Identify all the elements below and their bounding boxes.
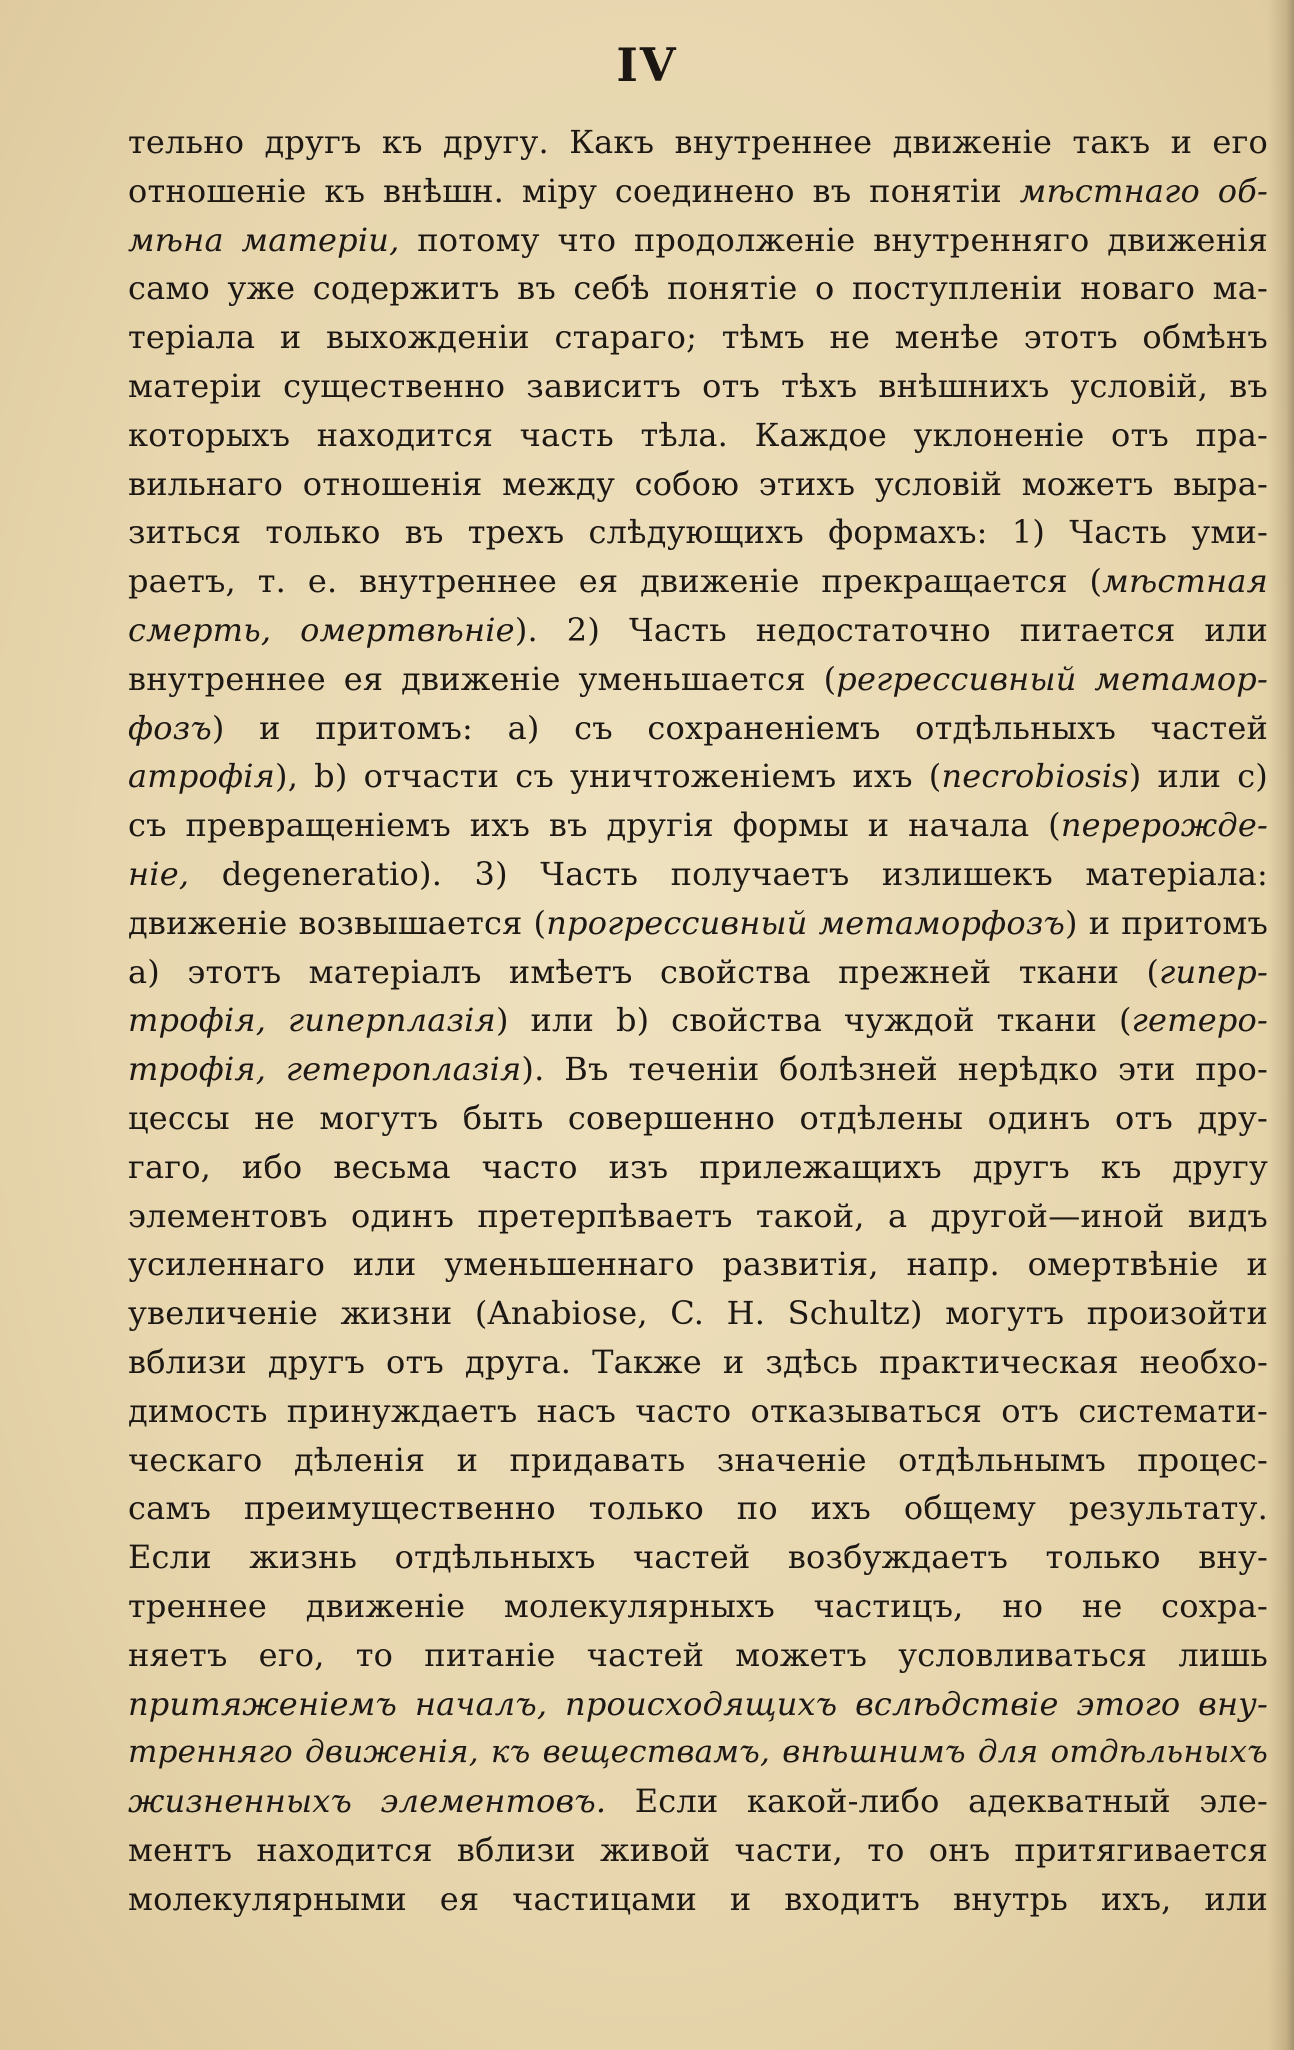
italic-term: атрофія bbox=[128, 757, 276, 796]
text-line bbox=[128, 264, 1268, 313]
text-line bbox=[128, 411, 1268, 460]
text-segment: внутреннее ея движеніе уменьшается ( bbox=[128, 659, 837, 698]
text-line bbox=[128, 1094, 1268, 1143]
italic-term: перерожде- bbox=[1060, 806, 1268, 845]
text-segment: цессы не могутъ быть совершенно отдѣлены одинъ отъ дру- bbox=[128, 1098, 1268, 1137]
italic-term: жизненныхъ элементовъ. bbox=[128, 1782, 607, 1821]
italic-term: трофія, гиперплазія bbox=[128, 1001, 496, 1040]
text-line bbox=[128, 850, 1268, 899]
text-line bbox=[128, 1436, 1268, 1485]
text-segment: съ превращеніемъ ихъ въ другія формы и начала ( bbox=[128, 806, 1061, 845]
italic-term: necrobiosis bbox=[941, 757, 1129, 796]
text-segment: усиленнаго или уменьшеннаго развитія, напр. омертвѣніе и bbox=[128, 1245, 1268, 1284]
text-segment: ) и притомъ: a) съ сохраненіемъ отдѣльныхъ частей bbox=[211, 708, 1268, 747]
text-line bbox=[128, 752, 1268, 801]
text-segment: увеличеніе жизни (Anabiose, C. H. Schultz) могутъ произойти bbox=[128, 1294, 1268, 1333]
text-segment: няетъ его, то питаніе частей можетъ условливаться лишь bbox=[128, 1635, 1268, 1674]
text-segment: ) и притомъ bbox=[1065, 903, 1269, 942]
text-line bbox=[128, 460, 1268, 509]
text-line bbox=[128, 1240, 1268, 1289]
text-line bbox=[128, 1533, 1268, 1582]
text-line bbox=[128, 1631, 1268, 1680]
text-segment: самъ преимущественно только по ихъ общему результату. bbox=[128, 1489, 1268, 1528]
italic-term: прогрессивный метаморфозъ bbox=[546, 903, 1066, 942]
text-line bbox=[128, 899, 1268, 948]
text-segment: движеніе возвышается ( bbox=[128, 903, 547, 942]
italic-term: гипер- bbox=[1159, 952, 1268, 991]
text-segment: димость принуждаетъ насъ часто отказываться отъ системати- bbox=[128, 1391, 1268, 1430]
text-line bbox=[128, 704, 1268, 753]
text-segment: тельно другъ къ другу. Какъ внутреннее движеніе такъ и его bbox=[128, 123, 1268, 161]
body-text bbox=[128, 118, 1268, 1923]
text-segment: a) этотъ матеріалъ имѣетъ свойства прежней ткани ( bbox=[128, 952, 1160, 991]
text-line bbox=[128, 1826, 1268, 1875]
text-segment: само уже содержитъ въ себѣ понятіе о поступленіи новаго ма- bbox=[128, 269, 1268, 308]
text-segment: треннее движеніе молекулярныхъ частицъ, но не сохра- bbox=[128, 1586, 1268, 1625]
text-segment: вильнаго отношенія между собою этихъ условій можетъ выра- bbox=[128, 464, 1268, 503]
text-segment: ), b) отчасти съ уничтоженіемъ ихъ ( bbox=[275, 757, 942, 796]
text-line bbox=[128, 1289, 1268, 1338]
page-edge-shadow bbox=[1268, 0, 1294, 2050]
text-segment: элементовъ одинъ претерпѣваетъ такой, а другой—иной видъ bbox=[128, 1196, 1268, 1235]
text-segment: ) или c) bbox=[1128, 757, 1268, 796]
text-segment: ). Въ теченіи болѣзней нерѣдко эти про- bbox=[521, 1050, 1268, 1089]
page-number: IV bbox=[616, 38, 678, 92]
text-line bbox=[128, 216, 1268, 265]
text-line bbox=[128, 557, 1268, 606]
text-segment: зиться только въ трехъ слѣдующихъ формахъ: 1) Часть уми- bbox=[128, 513, 1268, 552]
text-segment: ) или b) свойства чуждой ткани ( bbox=[495, 1001, 1132, 1040]
italic-term: притяженіемъ началъ, происходящихъ вслѣдствіе этого вну- bbox=[128, 1684, 1268, 1723]
text-segment: degeneratio). 3) Часть получаетъ излишекъ матеріала: bbox=[189, 854, 1268, 893]
italic-term: мѣстная bbox=[1102, 562, 1268, 601]
text-segment: отношеніе къ внѣшн. міру соединено въ понятіи bbox=[128, 171, 1020, 210]
text-segment: Если жизнь отдѣльныхъ частей возбуждаетъ только вну- bbox=[128, 1538, 1268, 1577]
text-line bbox=[128, 508, 1268, 557]
text-segment: раетъ, т. е. внутреннее ея движеніе прекращается ( bbox=[128, 562, 1103, 601]
text-line bbox=[128, 362, 1268, 411]
text-line bbox=[128, 118, 1268, 167]
italic-term: гетеро- bbox=[1131, 1001, 1268, 1040]
italic-term: тренняго движенія, къ веществамъ, внѣшнимъ для отдѣльныхъ bbox=[128, 1734, 1268, 1771]
italic-term: мѣна матеріи, bbox=[128, 220, 400, 259]
italic-term: трофія, гетероплазія bbox=[128, 1050, 522, 1089]
text-line bbox=[128, 996, 1268, 1045]
text-line bbox=[128, 1680, 1268, 1729]
text-line bbox=[128, 655, 1268, 704]
text-segment: молекулярными ея частицами и входитъ внутрь ихъ, или bbox=[128, 1879, 1268, 1918]
text-line bbox=[128, 948, 1268, 997]
text-line bbox=[128, 801, 1268, 850]
text-segment: гаго, ибо весьма часто изъ прилежащихъ другъ къ другу bbox=[128, 1147, 1268, 1186]
text-segment: матеріи существенно зависитъ отъ тѣхъ внѣшнихъ условій, въ bbox=[128, 366, 1268, 405]
text-segment: вблизи другъ отъ друга. Также и здѣсь практическая необхо- bbox=[128, 1342, 1268, 1381]
italic-term: ніе, bbox=[128, 854, 190, 893]
text-line bbox=[128, 1582, 1268, 1631]
text-line bbox=[128, 1143, 1268, 1192]
text-segment: которыхъ находится часть тѣла. Каждое уклоненіе отъ пра- bbox=[128, 415, 1268, 454]
text-line bbox=[128, 1875, 1268, 1924]
text-line bbox=[128, 1484, 1268, 1533]
italic-term: мѣстнаго об- bbox=[1019, 171, 1269, 210]
italic-term: смерть, омертвѣніе bbox=[128, 610, 515, 649]
text-line bbox=[128, 167, 1268, 216]
text-line bbox=[128, 313, 1268, 362]
italic-term: фозъ bbox=[128, 708, 212, 747]
text-line bbox=[128, 1387, 1268, 1436]
italic-term: регрессивный метамор- bbox=[836, 659, 1268, 698]
text-line bbox=[128, 1338, 1268, 1387]
text-line bbox=[128, 1192, 1268, 1241]
text-segment: ). 2) Часть недостаточно питается или bbox=[514, 610, 1268, 649]
text-segment: Если какой-либо адекватный эле- bbox=[606, 1782, 1268, 1821]
text-line bbox=[128, 1777, 1268, 1826]
text-line bbox=[128, 1045, 1268, 1094]
text-segment: потому что продолженіе внутренняго движенія bbox=[399, 220, 1268, 259]
text-line bbox=[128, 1728, 1268, 1777]
text-segment: теріала и выхожденіи стараго; тѣмъ не менѣе этотъ обмѣнъ bbox=[128, 318, 1268, 357]
text-segment: ческаго дѣленія и придавать значеніе отдѣльнымъ процес- bbox=[128, 1440, 1268, 1479]
text-segment: ментъ находится вблизи живой части, то онъ притягивается bbox=[128, 1830, 1268, 1869]
text-line bbox=[128, 606, 1268, 655]
